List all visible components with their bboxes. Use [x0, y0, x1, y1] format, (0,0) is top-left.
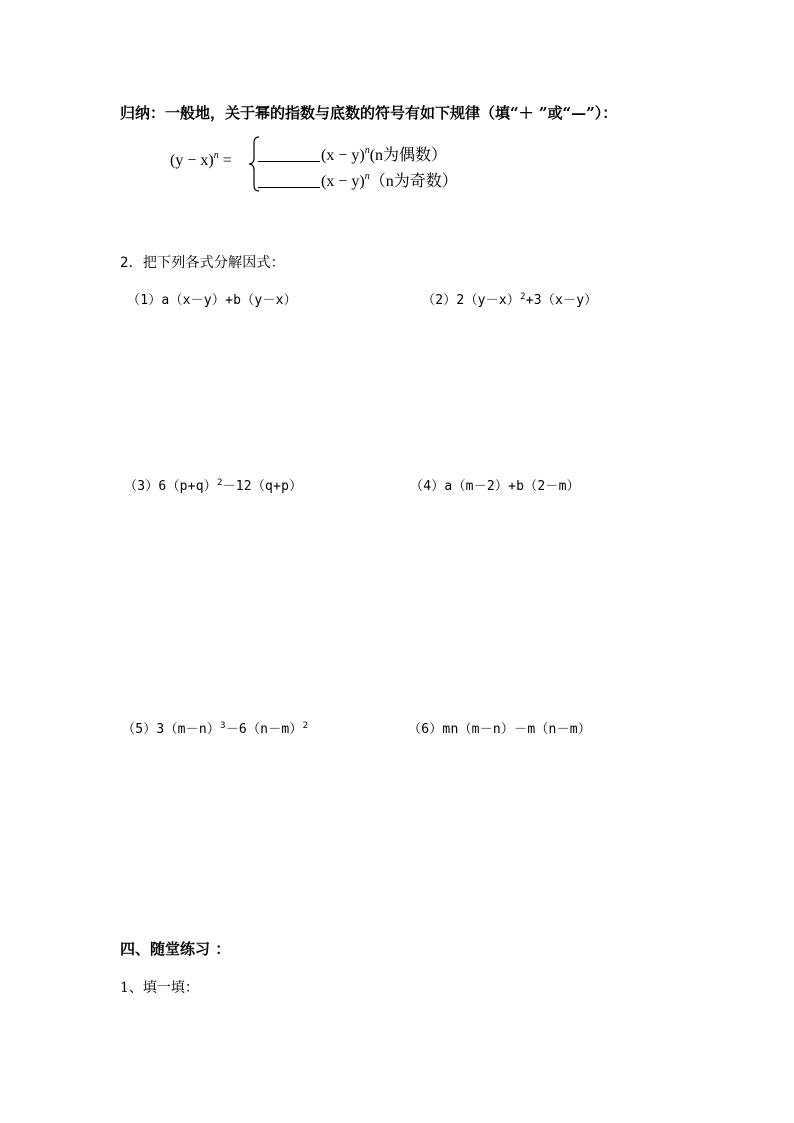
case-odd-exponent: n [364, 171, 370, 182]
problem-4-text: （4）a（m－2）+b（2－m） [410, 479, 580, 494]
section2-title: 2．把下列各式分解因式： [120, 255, 285, 271]
formula-case-odd [258, 168, 458, 191]
case-even-condition: (n为偶数） [369, 147, 448, 164]
problem-5-rest: －6（n－m） [225, 722, 303, 737]
problem-3-rest: －12（q+p） [222, 479, 303, 494]
problem-6 [408, 718, 591, 737]
exercise1-title: 1、填一填： [120, 980, 199, 996]
case-even-exponent: n [364, 145, 370, 156]
case-even-base: (x − y) [321, 147, 365, 164]
problem-1-text: （1）a（x－y）+b（y－x） [127, 293, 297, 308]
problem-3-exponent: 2 [216, 478, 223, 488]
problem-5-exponent-2: 2 [302, 721, 309, 731]
problem-5-text: （5）3（m－n） [122, 722, 221, 737]
section4-title: 四、随堂练习 ： [120, 940, 231, 958]
case-odd-condition: （n为奇数） [369, 173, 458, 190]
problem-5-exponent: 3 [220, 721, 226, 731]
problem-6-text: （6）mn（m－n）－m（n－m） [408, 722, 592, 737]
formula-lhs-base: (y − x) [170, 152, 214, 169]
formula-case-even [258, 142, 447, 165]
problem-4 [410, 475, 580, 494]
problem-3 [124, 475, 302, 494]
problem-2-text: （2）2（y－x） [422, 293, 521, 308]
formula-equals: = [222, 152, 232, 169]
problem-2-exponent: 2 [520, 292, 526, 302]
problem-2 [422, 289, 597, 308]
problem-2-rest: +3（x－y） [525, 293, 598, 308]
formula-lhs-exponent: n [213, 150, 219, 161]
summary-heading: 归纳：一般地，关于幂的指数与底数的符号有如下规律（填“＋ ”或“—”）： [120, 104, 618, 122]
answer-blank-odd[interactable] [258, 173, 320, 188]
problem-5 [122, 718, 308, 737]
answer-blank-even[interactable] [258, 147, 320, 162]
case-odd-base: (x − y) [321, 173, 365, 190]
problem-1 [127, 289, 297, 308]
problem-3-text: （3）6（p+q） [124, 479, 217, 494]
formula-lhs [170, 152, 232, 170]
